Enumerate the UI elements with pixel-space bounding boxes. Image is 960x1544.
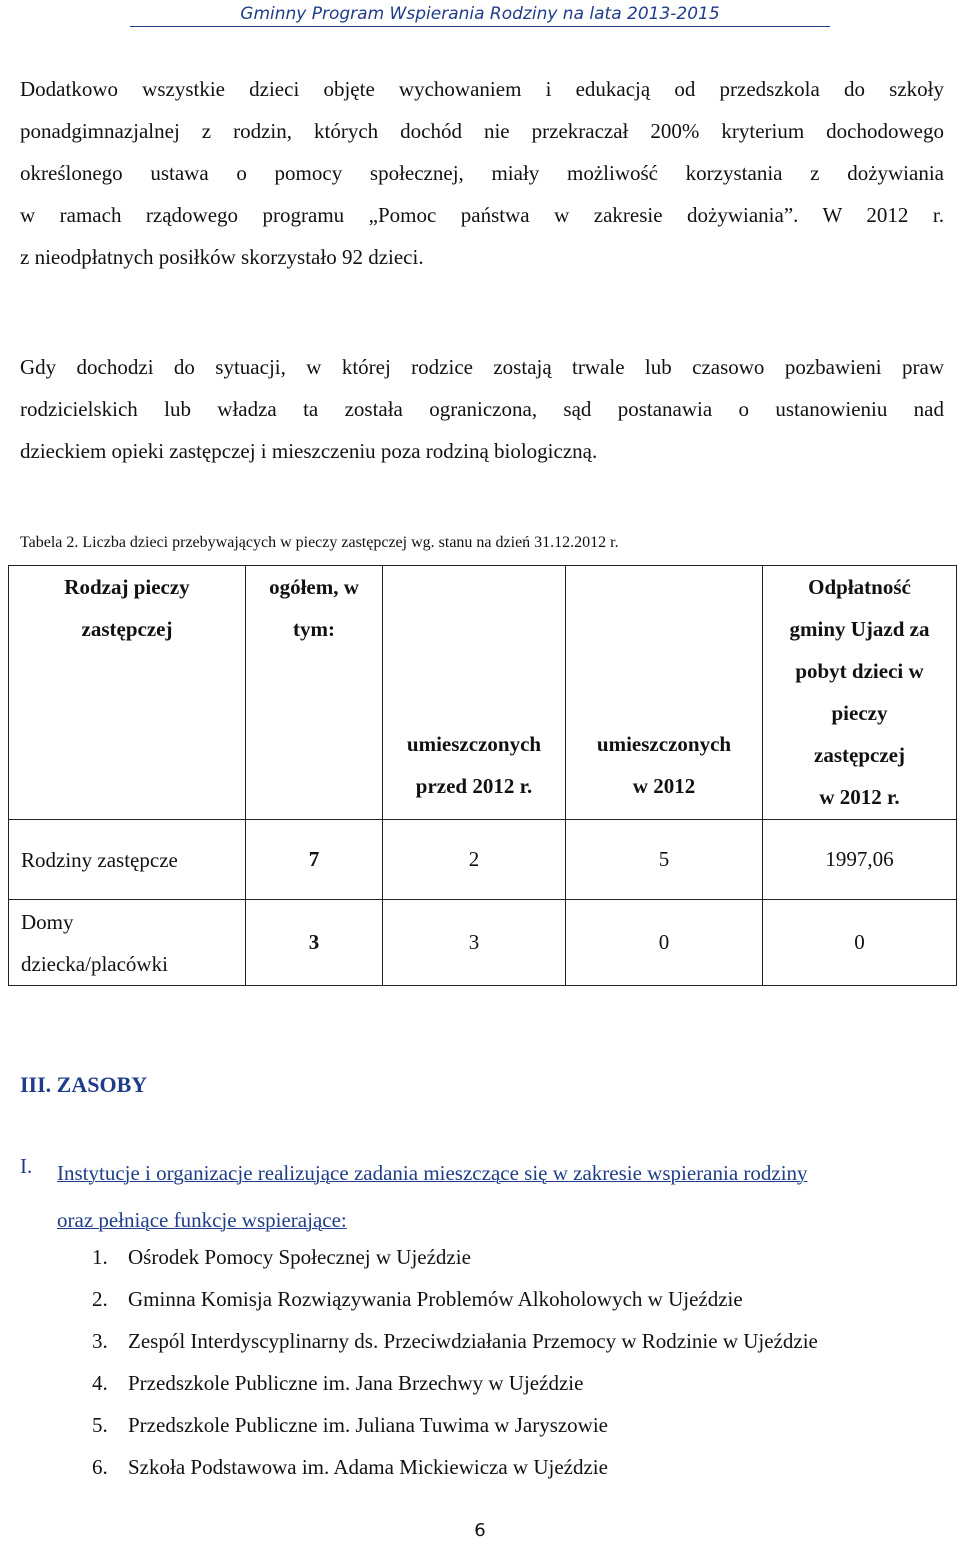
paragraph-line: rodzicielskich lub władza ta została ograniczona, sąd postanawia o ustanowieniu nad — [20, 397, 944, 421]
list-item: 1. Ośrodek Pomocy Społecznej w Ujeździe — [92, 1245, 471, 1269]
list-item: 3. Zespól Interdyscyplinarny ds. Przeciwdziałania Przemocy w Rodzinie w Ujeździe — [92, 1329, 818, 1353]
row-label: Domy dziecka/placówki — [9, 900, 246, 986]
cell-w2012: 5 — [566, 820, 763, 900]
paragraph-line: Dodatkowo wszystkie dzieci objęte wychowaniem i edukacją od przedszkola do szkoły — [20, 77, 944, 101]
header-przed-2012: umieszczonych przed 2012 r. — [383, 566, 566, 820]
page-header — [0, 4, 960, 27]
list-item: 5. Przedszkole Publiczne im. Juliana Tuwima w Jaryszowie — [92, 1413, 609, 1437]
table-row — [9, 820, 957, 900]
section-roman-numeral: I. — [20, 1154, 33, 1178]
paragraph-line: ponadgimnazjalnej z rodzin, których dochód nie przekraczał 200% kryterium dochodowego — [20, 119, 944, 143]
paragraph-line: dzieckiem opieki zastępczej i mieszczeniu poza rodziną biologiczną. — [20, 439, 598, 463]
subtitle-line: oraz pełniące funkcje wspierające: — [57, 1208, 347, 1232]
list-item: 4. Przedszkole Publiczne im. Jana Brzechwy w Ujeździe — [92, 1371, 584, 1395]
cell-ogolem: 7 — [246, 820, 383, 900]
paragraph-line: w ramach rządowego programu „Pomoc państwa w zakresie dożywiania”. W 2012 r. — [20, 203, 944, 227]
header-rodzaj: Rodzaj pieczy zastępczej — [9, 566, 246, 820]
paragraph-foster-care — [20, 346, 944, 472]
foster-care-table — [8, 565, 957, 986]
paragraph-line: z nieodpłatnych posiłków skorzystało 92 dzieci. — [20, 245, 424, 269]
header-odplatnosc: Odpłatność gminy Ujazd za pobyt dzieci w pieczy zastępczej w 2012 r. — [763, 566, 957, 820]
cell-przed: 2 — [383, 820, 566, 900]
cell-ogolem: 3 — [246, 900, 383, 986]
section-title: III. ZASOBY — [20, 1072, 148, 1097]
cell-w2012: 0 — [566, 900, 763, 986]
list-item: 2. Gminna Komisja Rozwiązywania Problemów Alkoholowych w Ujeździe — [92, 1287, 743, 1311]
subtitle-line: Instytucje i organizacje realizujące zadania mieszczące się w zakresie wspierania rodziny — [57, 1161, 808, 1185]
list-item: 6. Szkoła Podstawowa im. Adama Mickiewicza w Ujeździe — [92, 1455, 608, 1479]
table-caption: Tabela 2. Liczba dzieci przebywających w pieczy zastępczej wg. stanu na dzień 31.12.2012 r. — [20, 534, 619, 551]
paragraph-line: Gdy dochodzi do sytuacji, w której rodzice zostają trwale lub czasowo pozbawieni praw — [20, 355, 944, 379]
paragraph-line: określonego ustawa o pomocy społecznej, miały możliwość korzystania z dożywiania — [20, 161, 944, 185]
cell-przed: 3 — [383, 900, 566, 986]
header-ogolem: ogółem, w tym: — [246, 566, 383, 820]
header-w-2012: umieszczonych w 2012 — [566, 566, 763, 820]
page-number: 6 — [474, 1520, 486, 1541]
row-label: Rodziny zastępcze — [9, 820, 246, 900]
cell-odplatnosc: 1997,06 — [763, 820, 957, 900]
paragraph-nutrition — [20, 68, 944, 278]
section-subtitle — [57, 1150, 945, 1244]
institutions-list — [92, 1236, 818, 1488]
header-title: Gminny Program Wspierania Rodziny na lata 2013-2015 — [130, 4, 830, 27]
table-row — [9, 900, 957, 986]
cell-odplatnosc: 0 — [763, 900, 957, 986]
table-header-row — [9, 566, 957, 820]
